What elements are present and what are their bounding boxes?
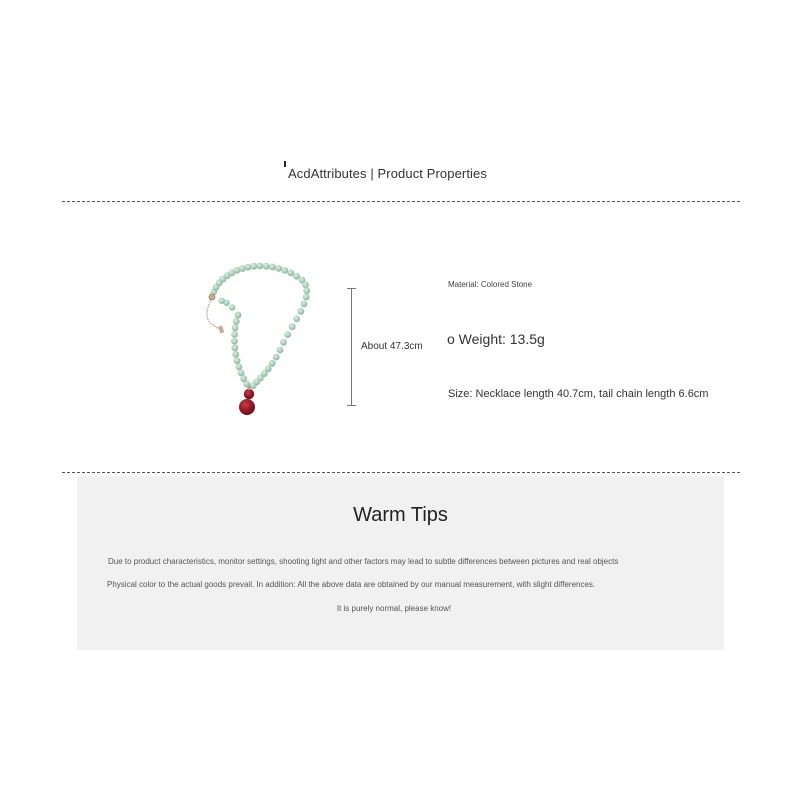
section-title: AcdAttributes | Product Properties <box>288 166 487 181</box>
bead <box>275 265 282 272</box>
warm-tips-line: Due to product characteristics, monitor settings, shooting light and other factors may lead to subtle differences between pictures and real objects <box>108 557 619 566</box>
bead <box>289 323 296 330</box>
warm-tips-line: It is purely normal, please know! <box>336 604 452 613</box>
bead <box>284 331 291 338</box>
bead <box>236 364 243 371</box>
warm-tips-panel <box>77 476 724 650</box>
bead <box>269 360 276 367</box>
bead <box>273 354 280 361</box>
warm-tips-line: Physical color to the actual goods prevail. In addition: All the above data are obtained by our manual measurement, with slight differences. <box>107 580 596 589</box>
bead <box>251 263 258 270</box>
bead <box>302 282 309 289</box>
material-property: Material: Colored Stone <box>448 280 533 289</box>
bead <box>231 331 238 338</box>
bead <box>219 298 225 304</box>
bead <box>293 273 300 280</box>
bead <box>239 265 246 272</box>
bead <box>232 324 239 331</box>
bead <box>245 264 252 271</box>
bead <box>231 338 238 345</box>
bead <box>281 267 288 274</box>
bead <box>232 344 239 351</box>
top-divider <box>62 201 740 202</box>
bead <box>257 263 264 270</box>
gourd-pendant <box>239 386 255 415</box>
bead <box>269 264 276 271</box>
bead <box>263 263 270 270</box>
bead-strand <box>209 263 311 390</box>
bottom-divider <box>62 472 740 473</box>
bead <box>235 312 241 318</box>
measure-cap-bottom <box>347 405 356 406</box>
bead <box>277 347 284 354</box>
weight-property: o Weight: 13.5g <box>447 331 545 347</box>
bead <box>297 308 304 315</box>
title-tick-mark <box>284 161 286 167</box>
bead <box>250 382 257 389</box>
bead <box>293 316 300 323</box>
warm-tips-title: Warm Tips <box>353 504 448 526</box>
bead <box>287 270 294 277</box>
bead <box>229 304 235 310</box>
bead <box>280 339 287 346</box>
length-measure-line <box>351 288 352 405</box>
bead <box>234 357 241 364</box>
bead <box>303 287 310 294</box>
bead <box>232 351 239 358</box>
clasp <box>209 294 215 300</box>
bead <box>233 318 240 325</box>
measure-cap-top <box>347 288 356 289</box>
bead <box>238 370 245 377</box>
necklace-image <box>190 255 330 430</box>
size-property: Size: Necklace length 40.7cm, tail chain length 6.6cm <box>448 388 709 400</box>
bead <box>303 294 310 301</box>
length-measure-label: About 47.3cm <box>361 341 423 352</box>
bead <box>301 301 308 308</box>
